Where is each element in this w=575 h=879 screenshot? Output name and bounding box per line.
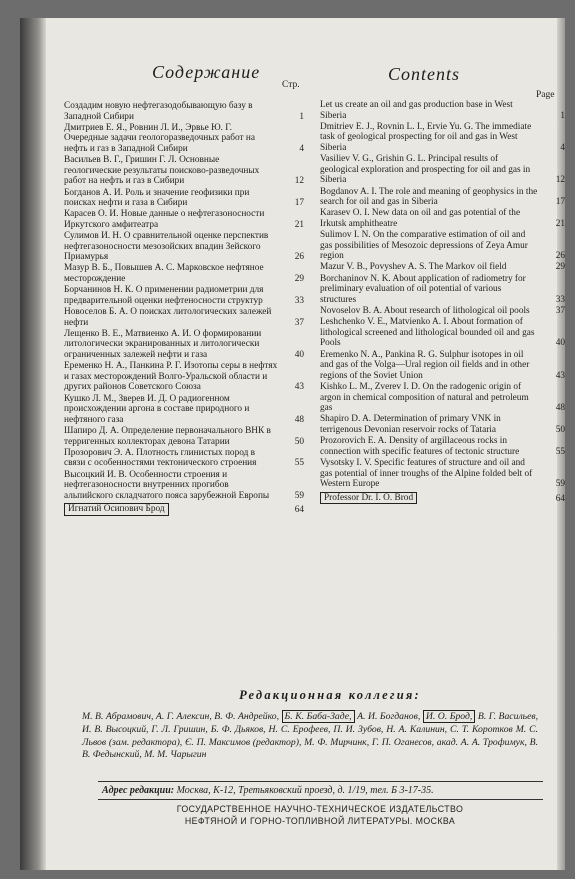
toc-entry-page: 50 — [294, 436, 304, 447]
toc-entry-title: Vysotsky I. V. Specific features of structure and oil and gas potential of inner troughs of the Alpine folded belt of Western Europe — [320, 457, 533, 490]
toc-entry — [64, 209, 304, 230]
editorial-board-title: Редакционная коллегия: — [239, 688, 421, 702]
toc-entry-title: Васильев В. Г., Гришин Г. Л. Основные геологические результаты поисково-разведочных работ на нефть и газ в Сибири — [64, 155, 260, 187]
toc-entry — [64, 123, 304, 155]
toc-entry-page: 33 — [294, 295, 304, 306]
toc-entry-page: 29 — [294, 274, 304, 285]
toc-entry-page: 21 — [294, 219, 304, 230]
toc-entry — [320, 414, 565, 435]
toc-entry — [320, 230, 565, 262]
toc-entry-title: Dmitriev E. J., Rovnin L. I., Ervie Yu. G. The immediate task of geological prospecting for oil and gas in West Siberia — [320, 121, 532, 153]
toc-entry-title: Карасев О. И. Новые данные о нефтегазоносности Иркутского амфитеатра — [64, 209, 265, 230]
toc-entry-title: Еременко Н. А., Панкина Р. Г. Изотопы серы в нефтях и газах месторождений Волго-Уральской области и других районов Советского Союза — [64, 361, 278, 393]
toc-entry-title: Сулимов И. Н. О сравнительной оценке перспектив нефтегазоносности мезозойских впадин Зейского Приамурья — [64, 231, 269, 263]
toc-entry-title: Высоцкий И. В. Особенности строения и нефтегазоносности внутренних прогибов альпийского складчатого пояса зарубежной Европы — [64, 469, 270, 501]
toc-entry — [64, 426, 304, 447]
toc-entry — [64, 448, 304, 469]
address-label: Адрес редакции: — [102, 785, 175, 796]
toc-entry — [320, 382, 565, 414]
toc-entry-page: 37 — [294, 317, 304, 328]
toc-entry-title: Новоселов Б. А. О поисках литологических залежей нефти — [64, 307, 272, 328]
en-contents-list — [320, 100, 565, 505]
board-members-part-a: М. В. Абрамович, А. Г. Алексин, В. Ф. Андрейко, — [82, 711, 279, 722]
divider-rule — [98, 799, 543, 800]
toc-entry-title: Eremenko N. A., Pankina R. G. Sulphur isotopes in oil and gas of the Volga—Ural region oil fields and in other regions of the Soviet Union — [320, 349, 530, 381]
toc-entry — [64, 361, 304, 393]
en-page-heading: Page — [536, 90, 555, 100]
toc-entry — [64, 285, 304, 306]
toc-entry-title: Богданов А. И. Роль и значение геофизики при поисках нефти и газа в Сибири — [64, 187, 250, 209]
toc-entry — [64, 394, 304, 426]
toc-entry — [64, 188, 304, 209]
toc-entry — [320, 317, 565, 349]
toc-entry — [320, 492, 565, 505]
toc-entry-title: Борчанинов Н. К. О применении радиометрии для предварительной оценки нефтеносности структур — [64, 285, 264, 306]
toc-entry-title: Шапиро Д. А. Определение первоначального ВНК в терригенных коллекторах девона Татарии — [64, 425, 271, 447]
editorial-board — [82, 688, 538, 762]
toc-entry — [320, 122, 565, 154]
publisher-line-2: НЕФТЯНОЙ И ГОРНО-ТОПЛИВНОЙ ЛИТЕРАТУРЫ. МОСКВА — [184, 815, 456, 826]
toc-entry — [320, 154, 565, 186]
toc-entry-page: 29 — [555, 262, 565, 273]
toc-entry-title: Novoselov B. A. About research of lithological oil pools — [320, 306, 530, 317]
board-member-boxed-baba-zade: Б. К. Баба-Заде, — [282, 710, 355, 723]
publisher-line-1: ГОСУДАРСТВЕННОЕ НАУЧНО-ТЕХНИЧЕСКОЕ ИЗДАТЕЛЬСТВО — [176, 804, 464, 814]
board-members-part-c: В. Г. Васильев, И. В. Высоцкий, Г. Л. Гришин, Б. Ф. Дьяков, Н. С. Ерофеев, П. И. Зубов, Н. А. Калинин, С. Т. Коротков М. С. Львов (зам. редактора), Є. П. Максимов (редактор), М. Ф. Мирчинк, Г. П. Оганесов, акад. А. А. Трофимук, В. В. Федынский, М. М. Чарыгин — [82, 711, 539, 761]
editorial-board-members — [82, 711, 538, 762]
toc-entry-title: Let us create an oil and gas production base in West Siberia — [320, 100, 513, 121]
toc-entry-title: Prozorovich E. A. Density of argillaceous rocks in connection with specific features of tectonic structure — [320, 436, 520, 457]
toc-entry-page: 64 — [555, 493, 565, 504]
toc-entry — [320, 306, 565, 317]
address-text: Москва, К-12, Третьяковский проезд, д. 1/19, тел. Б 3-17-35. — [176, 785, 434, 796]
toc-entry-page: 55 — [555, 446, 565, 457]
toc-entry-page: 40 — [555, 338, 565, 349]
toc-entry-title: Лещенко В. Е., Матвиенко А. И. О формировании литологически экранированных и литологически ограниченных залежей нефти и газа — [64, 328, 262, 360]
toc-entry — [320, 274, 565, 306]
toc-entry — [320, 262, 565, 273]
board-member-boxed-brod: И. О. Брод, — [423, 710, 476, 723]
toc-entry-page: 43 — [555, 370, 565, 381]
ru-contents-heading: Содержание — [152, 62, 261, 82]
toc-entry-title: Borchaninov N. K. About application of radiometry for preliminary evaluation of oil potential of various structures — [320, 273, 526, 305]
toc-entry — [64, 155, 304, 187]
toc-entry-page: 48 — [555, 403, 565, 414]
toc-entry — [320, 100, 565, 121]
toc-entry-page: 59 — [555, 479, 565, 490]
journal-page — [20, 18, 565, 870]
toc-entry — [64, 101, 304, 122]
toc-entry-page: 64 — [294, 505, 304, 516]
toc-entry-title: Karasev O. I. New data on oil and gas potential of the Irkutsk amphitheatre — [320, 208, 521, 229]
toc-entry-title: Sulimov I. N. On the comparative estimation of oil and gas possibilities of Mesozoic depressions of Zeya Amur region — [320, 230, 528, 262]
toc-entry — [64, 503, 304, 516]
toc-entry — [320, 187, 565, 208]
toc-entry-page: 17 — [555, 197, 565, 208]
toc-entry-page: 26 — [555, 251, 565, 262]
toc-entry-page: 4 — [299, 143, 304, 154]
ru-contents-list — [64, 101, 304, 516]
toc-entry-page: 55 — [294, 458, 304, 469]
toc-entry-title: Kishko L. M., Zverev I. D. On the radogenic origin of argon in chemical composition of natural and petroleum gas — [320, 381, 529, 414]
toc-entry — [320, 458, 565, 490]
toc-entry-title: Прозорович Э. А. Плотность глинистых пород в связи с особенностями тектонического строения — [64, 447, 257, 469]
toc-entry-title: Дмитриев Е. Я., Ровнин Л. И., Эрвье Ю. Г. Очередные задачи геологоразведочных работ на нефть и газ в Западной Сибири — [64, 122, 256, 154]
toc-entry-page: 37 — [555, 306, 565, 317]
toc-entry — [320, 350, 565, 382]
toc-entry — [64, 470, 304, 502]
page-binding-shadow — [20, 18, 46, 870]
toc-entry-page: 12 — [294, 176, 304, 187]
ru-page-heading: Стр. — [282, 80, 300, 90]
toc-entry-title: Professor Dr. I. O. Brod — [320, 492, 417, 505]
toc-entry-page: 1 — [299, 111, 304, 122]
toc-entry — [320, 436, 565, 457]
toc-entry-title: Leshchenko V. E., Matvienko A. I. About formation of lithological screened and lithological bounded oil and gas Pools — [320, 317, 535, 349]
editorial-address — [102, 785, 542, 796]
toc-entry-title: Vasiliev V. G., Grishin G. L. Principal results of geological exploration and prospecting for oil and gas in Siberia — [320, 154, 531, 186]
toc-entry — [320, 208, 565, 229]
toc-entry-title: Создадим новую нефтегазодобывающую базу в Западной Сибири — [64, 101, 253, 122]
publisher-imprint — [110, 804, 530, 827]
toc-entry-title: Bogdanov A. I. The role and meaning of geophysics in the search for oil and gas in Siberia — [320, 186, 538, 208]
toc-entry-title: Mazur V. B., Povyshev A. S. The Markov oil field — [320, 262, 507, 273]
toc-entry — [64, 307, 304, 328]
en-contents-heading: Contents — [388, 64, 461, 84]
toc-entry — [64, 263, 304, 284]
toc-entry-title: Кушко Л. М., Зверев И. Д. О радиогенном происхождении аргона в составе природного и нефтяного газа — [64, 393, 250, 425]
toc-entry-page: 17 — [294, 198, 304, 209]
toc-entry-title: Shapiro D. A. Determination of primary VNK in terrigenous Devonian reservoir rocks of Tataria — [320, 414, 501, 435]
toc-entry-page: 33 — [555, 294, 565, 305]
divider-rule — [98, 781, 543, 782]
toc-entry-page: 43 — [294, 382, 304, 393]
toc-entry — [64, 329, 304, 361]
toc-entry-page: 48 — [294, 414, 304, 425]
toc-entry-page: 21 — [555, 218, 565, 229]
toc-entry-page: 12 — [555, 175, 565, 186]
toc-entry-page: 26 — [294, 252, 304, 263]
toc-entry-title: Игнатий Осипович Брод — [64, 503, 169, 516]
toc-entry-title: Мазур В. Б., Повышев А. С. Марковское нефтяное месторождение — [64, 263, 264, 285]
toc-entry-page: 59 — [294, 490, 304, 501]
toc-entry-page: 1 — [560, 110, 565, 121]
toc-entry-page: 50 — [555, 424, 565, 435]
toc-entry-page: 4 — [560, 142, 565, 153]
toc-entry-page: 40 — [294, 350, 304, 360]
toc-entry — [64, 231, 304, 263]
board-members-part-b: А. И. Богданов, — [357, 711, 421, 722]
